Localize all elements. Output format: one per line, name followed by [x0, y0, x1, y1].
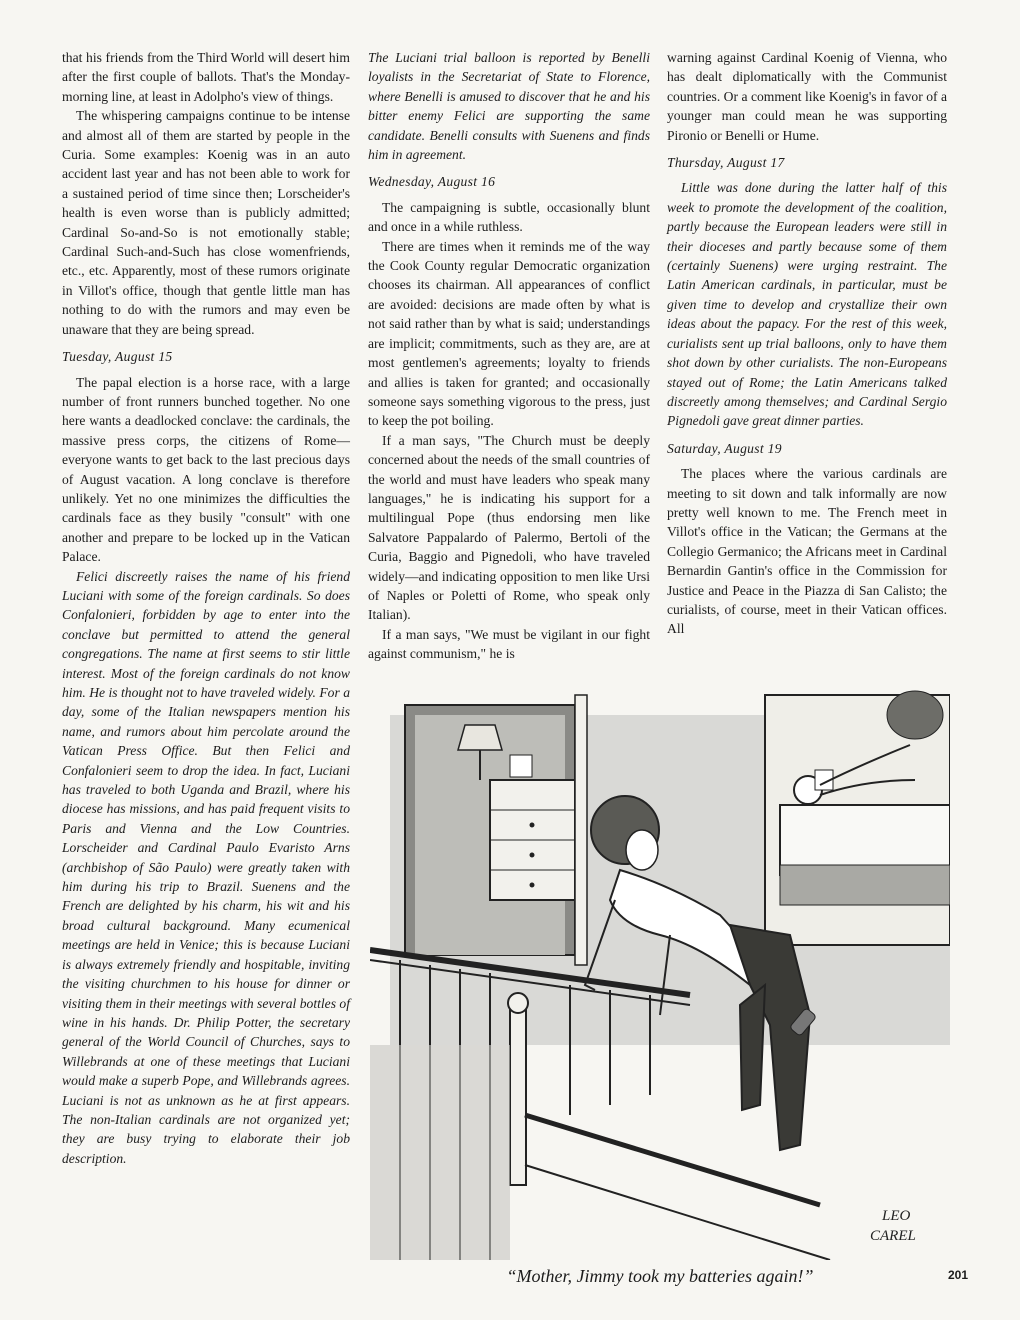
paragraph-italic: Felici discreetly raises the name of his friend Luciani with some of the foreign cardinals. So does Confalonieri, forbidden by age to enter into the conclave but permitted to attend the general congregations. The name at first seems to stir little interest. Most of the foreign cardinals do not know him. He is thought not to have traveled widely. For a day, some of the Italian newspapers mention his name, and rumors about him percolate around the Vatican Press Office. But then Felici and Confalonieri seem to drop the idea. In fact, Luciani has traveled to both Uganda and Brazil, where his diocese has missions, and has paid frequent visits to Paris and Vienna and the Low Countries. Lorscheider and Cardinal Paulo Evaristo Arns (archbishop of São Paulo) were greatly taken with him during his trip to Brazil. Suenens and the French are delighted by his charm, his wit and his broad cultural background. Many ecumenical meetings are held in Venice; this is because Luciani is always extremely friendly and hospitable, inviting the visiting churchmen to his house for dinner or visiting them in their meetings with several bottles of wine in his hands. Dr. Philip Potter, the secretary general of the World Council of Churches, says to Willebrands at one of these meetings that Luciani would make a superb Pope, and Willebrands agrees. Luciani is not as unknown as he at first appears. The non-Italian cardinals are not organized yet; they are busy trying to elaborate their job description. — [62, 568, 350, 1166]
paragraph: If a man says, "The Church must be deeply concerned about the needs of the small countries of the world and must have leaders who speak many languages," he is indicating his support for a multilingual Pope (thus endorsing men like Salvatore Pappalardo of Palermo, Bertoli of the Curia, Baggio and Pignedoli, who have traveled widely—and indicating opposition to men like Ursi of Naples or Poletti of Rome, who speak only Italian). — [368, 432, 650, 623]
paragraph: If a man says, "We must be vigilant in our fight against communism," he is — [368, 626, 650, 662]
paragraph: The whispering campaigns continue to be intense and almost all of them are started by people in the Curia. Some examples: Koenig was in an auto accident last year and has not been able to work for a sustained period of time since then; Lorscheider's health is even worse than is publicly admitted; Cardinal So-and-So is not emotionally stable; Cardinal Such-and-Such has close womenfriends, etc., etc. Apparently, most of these rumors originate in Villot's office, though that gentle little man has nothing to do with the rumors and may even be unaware that they are being spread. — [62, 108, 350, 337]
page-number: 201 — [947, 1268, 968, 1282]
date-heading: Saturday, August 19 — [667, 440, 782, 456]
left-doorway — [405, 705, 575, 955]
artist-signature-line2: CAREL — [870, 1228, 916, 1244]
paragraph: that his friends from the Third World will desert him after the first couple of ballots. That's the Monday-morning line, at least in Adolpho's view of things. — [62, 50, 350, 104]
paragraph-italic: Little was done during the latter half of this week to promote the development of the coalition, partly because the European leaders were still in their dioceses and partly because some of them (certainly Suenens) were urging restraint. The Latin American cardinals, in particular, must be given time to develop and crystallize their own ideas about the papacy. For the rest of this week, curialists sent up trial balloons, only to have them shot down by other curialists. The non-Europeans stayed out of Rome; the Latin Americans talked discreetly among themselves; and Cardinal Sergio Pignedoli gave great dinner parties. — [667, 180, 947, 429]
paragraph: There are times when it reminds me of the way the Cook County regular Democratic organization chooses its chairman. All appearances of conflict are avoided: decisions are made often by what is not said rather than by what is said; understandings are implicit; commitments, such as they are, are at most gentlemen's agreements; loyalty to friends and allies is taken for granted; and occasionally someone says something vigorous to the press, just to keep the pot boiling. — [368, 238, 650, 429]
text-column-1 — [62, 48, 350, 1168]
artist-signature-line1: LEO — [882, 1208, 911, 1224]
date-heading: Wednesday, August 16 — [368, 174, 496, 190]
cartoon-caption: “Mother, Jimmy took my batteries again!” — [506, 1266, 814, 1286]
paragraph-italic: The Luciani trial balloon is reported by Benelli loyalists in the Secretariat of State to Florence, where Benelli is amused to discover that he and his bitter enemy Felici are supporting the same candidate. Benelli consults with Suenens and finds him in agreement. — [368, 50, 650, 163]
paragraph: The campaigning is subtle, occasionally blunt and once in a while ruthless. — [368, 199, 650, 235]
text-column-3 — [667, 48, 947, 639]
text-column-2 — [368, 48, 650, 664]
paragraph: warning against Cardinal Koenig of Vienna, who has dealt diplomatically with the Communist countries. Or a comment like Koenig's in favor of a younger man could mean he was supporting Pironio or Benelli or Hume. — [667, 50, 947, 143]
date-heading: Tuesday, August 15 — [62, 349, 173, 365]
paragraph: The places where the various cardinals are meeting to sit down and talk informally are now pretty well known to me. The French meet in Villot's office in the Vatican; the Germans at the Collegio Germanico; the Africans meet in Cardinal Bernardin Gantin's office in the Commission for Justice and Peace in the Piazza di San Calisto; the curialists, of course, meet in their Vatican offices. All — [667, 466, 947, 637]
paragraph: The papal election is a horse race, with a large number of front runners bunched together. No one here wants a deadlocked conclave: the cardinals, the massive press corps, the citizens of Rome—everyone wants to get back to the last precious days of August vacation. A long conclave is therefore unlikely. Yet no one minimizes the difficulties the cardinals face as they busily "consult" with one another and prepare to be locked up in the Vatican Palace. — [62, 374, 350, 565]
date-heading: Thursday, August 17 — [667, 155, 785, 171]
cartoon-illustration — [370, 685, 950, 1260]
right-doorway — [765, 691, 950, 945]
